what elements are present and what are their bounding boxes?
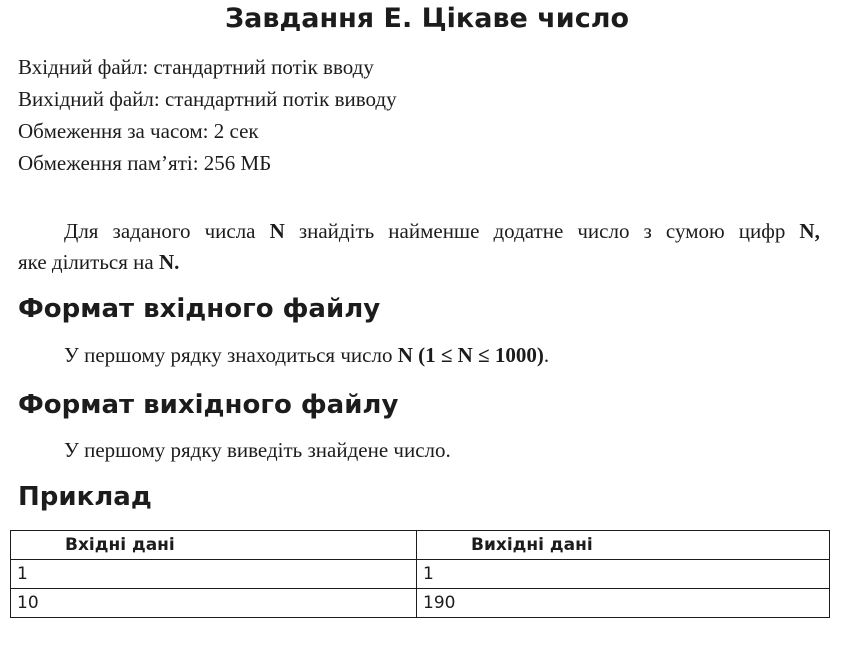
table-row	[11, 560, 830, 589]
example-table	[10, 530, 830, 618]
problem-statement: Для заданого числа N знайдіть найменше додатне число з сумою цифр N,	[64, 219, 820, 243]
time-limit-info: Обмеження за часом: 2 сек	[18, 119, 259, 143]
problem-statement-line-2: яке ділиться на N.	[18, 250, 180, 274]
output-format-text: У першому рядку виведіть знайдене число.	[64, 438, 451, 462]
example-input-cell: 1	[11, 560, 417, 589]
output-column-header: Вихідні дані	[417, 531, 830, 560]
example-table-header-row	[11, 531, 830, 560]
example-output-cell: 190	[417, 589, 830, 618]
example-output-cell: 1	[417, 560, 830, 589]
table-row	[11, 589, 830, 618]
input-format-heading: Формат вхідного файлу	[18, 294, 381, 324]
example-heading: Приклад	[18, 482, 152, 512]
input-format-text: У першому рядку знаходиться число N (1 ≤ N ≤ 1000).	[64, 343, 550, 367]
output-format-heading: Формат вихідного файлу	[18, 390, 399, 420]
example-input-cell: 10	[11, 589, 417, 618]
input-column-header: Вхідні дані	[11, 531, 417, 560]
input-file-info: Вхідний файл: стандартний потік вводу	[18, 55, 374, 79]
memory-limit-info: Обмеження пам’яті: 256 МБ	[18, 151, 272, 175]
output-file-info: Вихідний файл: стандартний потік виводу	[18, 87, 397, 111]
problem-title: Завдання E. Цікаве число	[224, 3, 630, 34]
